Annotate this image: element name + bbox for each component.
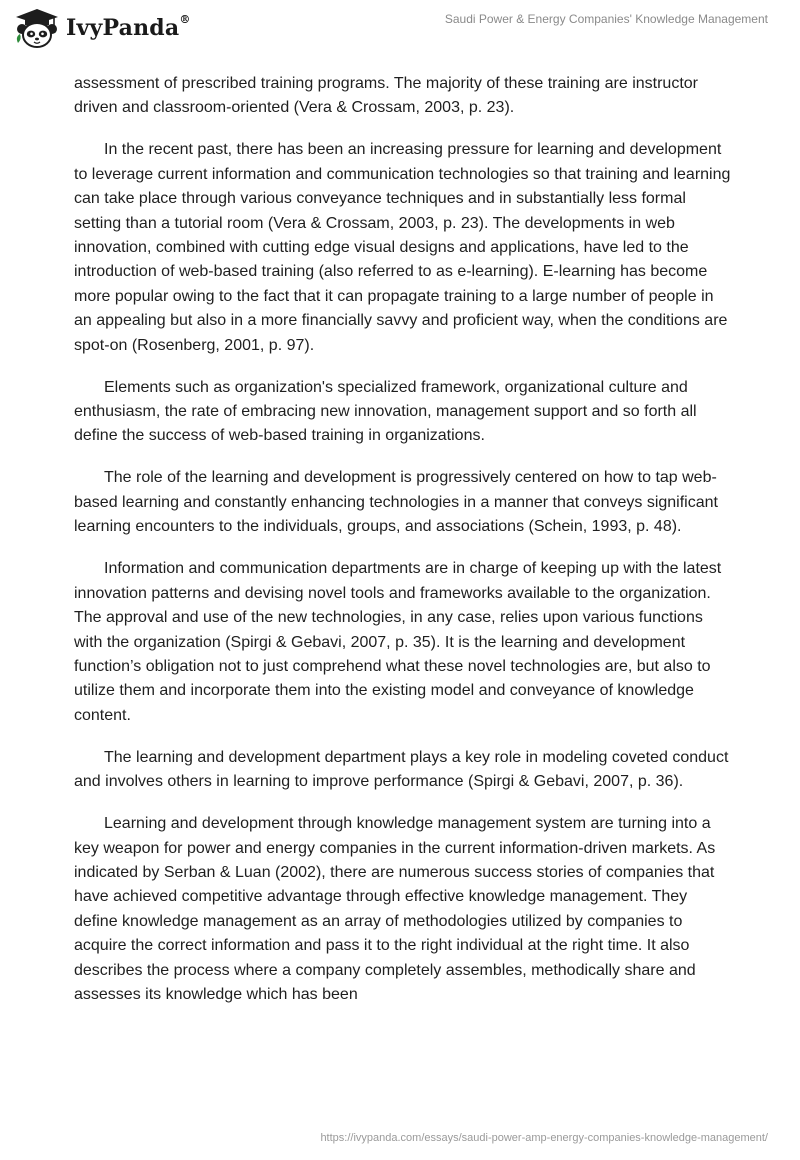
paragraph-6: The learning and development department plays a key role in modeling coveted conduct and involves others in learning to improve performance (Spirgi & Gebavi, 2007, p. 36).	[74, 748, 729, 791]
brand-name: IvyPanda®	[66, 13, 191, 41]
paragraph-2: In the recent past, there has been an increasing pressure for learning and development to leverage current information and communication technologies so that training and learning can take place through various conveyance techniques and in substantially less formal setting than a tutorial room (Vera & Crossam, 2003, p. 23). The developments in web innovation, combined with cutting edge visual designs and applications, have led to the introduction of web-based training (also referred to as e-learning). E-learning has become more popular owing to the fact that it can propagate training to a large number of people in an appealing but also in a more financially savvy and proficient way, when the conditions are spot-on (Rosenberg, 2001, p. 97).	[74, 141, 731, 354]
brand-logo[interactable]	[14, 7, 191, 49]
paragraph-3: Elements such as organization's specialized framework, organizational culture and enthusiasm, the rate of embracing new innovation, management support and so forth all define the success of web-based training in organizations.	[74, 378, 697, 445]
page-header	[0, 0, 800, 70]
panda-graduate-icon	[14, 7, 60, 49]
registered-mark: ®	[179, 13, 191, 26]
essay-body	[74, 72, 734, 1025]
paragraph-5: Information and communication departments are in charge of keeping up with the latest innovation patterns and devising novel tools and frameworks available to the organization. The approval and use of the new technologies, in any case, relies upon various functions with the organization (Spirgi & Gebavi, 2007, p. 35). It is the learning and development function’s obligation not to just comprehend what these novel technologies are, but also to utilize them and incorporate them into the existing model and conveyance of knowledge content.	[74, 560, 722, 724]
paragraph-4: The role of the learning and development is progressively centered on how to tap web-based learning and constantly enhancing technologies in a manner that conveys significant learning encounters to the individuals, groups, and associations (Schein, 1993, p. 48).	[74, 469, 718, 536]
paragraph-1: assessment of prescribed training programs. The majority of these training are instructor driven and classroom-oriented (Vera & Crossam, 2003, p. 23).	[74, 75, 698, 117]
paragraph-7: Learning and development through knowledge management system are turning into a key weapon for power and energy companies in the current information-driven markets. As indicated by Serban & Luan (2002), there are numerous success stories of companies that have achieved competitive advantage through effective knowledge management. They define knowledge management as an array of methodologies utilized by companies to acquire the correct information and pass it to the right individual at the right time. It also describes the process where a company completely assembles, methodically share and assesses its knowledge which has been	[74, 815, 716, 1003]
source-url[interactable]: https://ivypanda.com/essays/saudi-power-amp-energy-companies-knowledge-management/	[320, 1132, 768, 1144]
document-title: Saudi Power & Energy Companies' Knowledge Management	[444, 12, 768, 26]
